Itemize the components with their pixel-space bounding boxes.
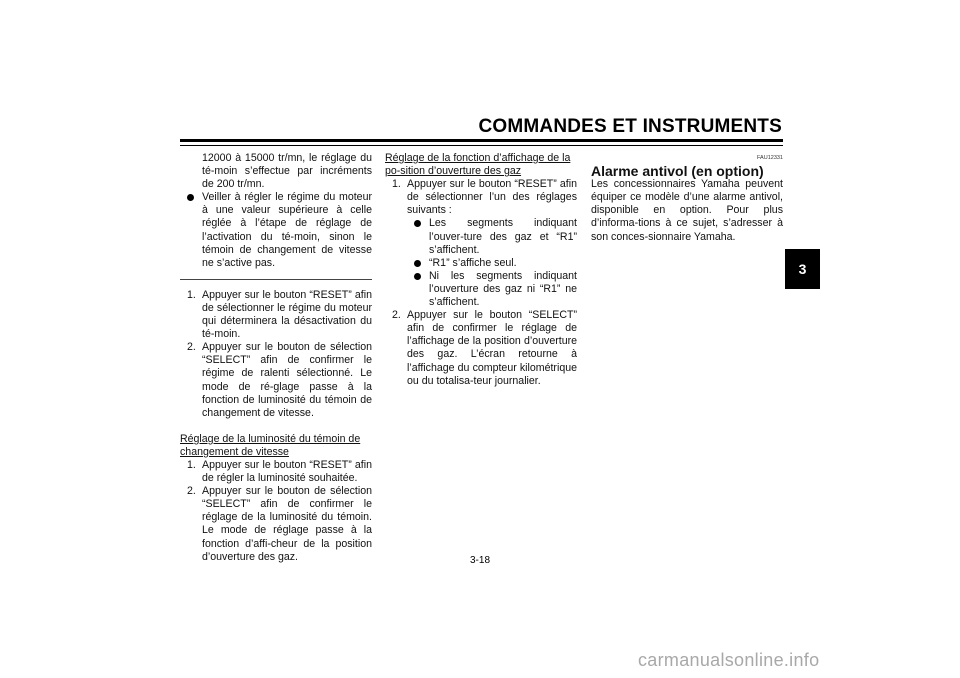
step-number: 1. <box>392 178 401 191</box>
bullet-dot-icon <box>187 194 194 201</box>
sub-bullet-item <box>385 270 577 309</box>
step-text: Appuyer sur le bouton “RESET” afin de sélectionner le régime du moteur qui déterminera la désactivation du té-moin. <box>202 288 372 341</box>
page-number: 3-18 <box>470 555 491 566</box>
section-subheading: Réglage de la fonction d’affichage de la po-sition d’ouverture des gaz <box>385 152 571 178</box>
sub-bullet-item <box>385 257 577 270</box>
column-1 <box>180 152 372 564</box>
column-2 <box>385 152 577 388</box>
header-rule-thin <box>180 145 783 146</box>
step-item <box>180 485 372 564</box>
step-item <box>180 459 372 485</box>
bullet-dot-icon <box>414 220 421 227</box>
step-number: 1. <box>187 458 196 471</box>
step-item <box>385 178 577 217</box>
reference-code: FAU12331 <box>757 155 783 161</box>
step-number: 2. <box>392 309 401 322</box>
header-rule-thick <box>180 139 783 142</box>
continued-text: 12000 à 15000 tr/mn, le réglage du té-moin s’effectue par incréments de 200 tr/mn. <box>202 152 372 191</box>
sub-bullet-item <box>385 217 577 256</box>
bullet-dot-icon <box>414 273 421 280</box>
step-number: 1. <box>187 288 196 301</box>
step-text: Appuyer sur le bouton de sélection “SELECT” afin de confirmer le réglage de la luminosité du témoin. Le mode de réglage passe à la fonction d’affi-cheur de la position d’ouverture des gaz. <box>202 485 372 563</box>
step-number: 2. <box>187 341 196 354</box>
note-divider <box>180 279 372 280</box>
step-item <box>385 309 577 388</box>
section-heading: Alarme antivol (en option) <box>591 163 764 180</box>
step-number: 2. <box>187 485 196 498</box>
step-item <box>180 341 372 420</box>
bullet-item <box>180 191 372 270</box>
section-subheading: Réglage de la luminosité du témoin de changement de vitesse <box>180 432 361 458</box>
bullet-dot-icon <box>414 260 421 267</box>
sub-bullet-text: Les segments indiquant l’ouver-ture des gaz et “R1” s’affichent. <box>429 217 577 256</box>
body-text: Les concessionnaires Yamaha peuvent équiper ce modèle d’une alarme antivol, disponible en option. Pour plus d’informa-tions à ce sujet, s’adresser à son conces-sionnaire Yamaha. <box>591 178 783 243</box>
page-title: COMMANDES ET INSTRUMENTS <box>478 116 782 137</box>
chapter-tab: 3 <box>785 249 820 289</box>
step-text: Appuyer sur le bouton “RESET” afin de sélectionner l’un des réglages suivants : <box>407 178 577 217</box>
step-text: Appuyer sur le bouton de sélection “SELECT” afin de confirmer le régime de ralenti sélectionné. Le mode de ré-glage passe à la fonction de luminosité du témoin de changement de vitesse. <box>202 341 372 419</box>
step-item <box>180 289 372 341</box>
column-3 <box>591 152 783 244</box>
step-text: Appuyer sur le bouton “SELECT” afin de confirmer le réglage de l’affichage de la position d’ouverture des gaz. L’écran retourne à l’affichage du compteur kilométrique ou du totalisa-teur journalier. <box>407 309 577 387</box>
step-text: Appuyer sur le bouton “RESET” afin de régler la luminosité souhaitée. <box>202 458 372 485</box>
sub-bullet-text: Ni les segments indiquant l’ouverture des gaz ni “R1” ne s’affichent. <box>429 269 577 309</box>
watermark: carmanualsonline.info <box>638 650 820 670</box>
sub-bullet-text: “R1” s’affiche seul. <box>429 256 517 269</box>
bullet-text: Veiller à régler le régime du moteur à une valeur supérieure à celle réglée à l’étape de réglage de l’activation du té-moin, sinon le témoin de changement de vitesse ne s’active pas. <box>202 191 372 269</box>
